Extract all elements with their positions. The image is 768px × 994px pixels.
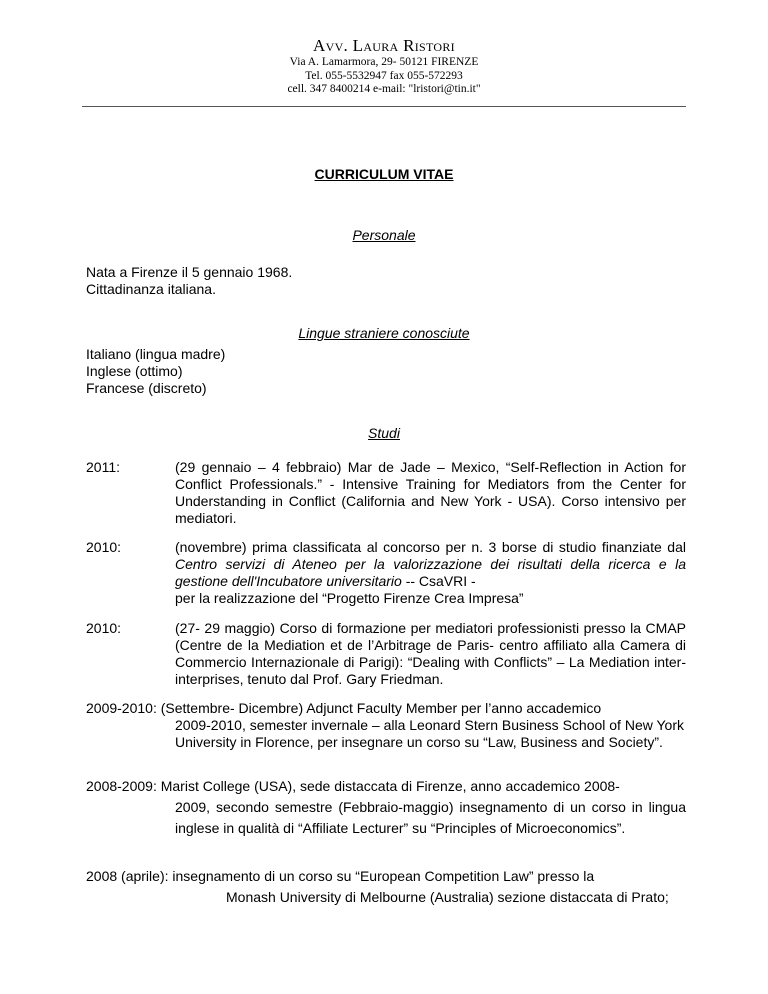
entry-label: 2011: — [86, 459, 120, 475]
entry-text: (29 gennaio – 4 febbraio) Mar de Jade – Mexico, “Self-Reflection in Action for Conflict Professionals.” - Intensive Training for Mediators from the Center for Understanding in Conflict (California and New York - USA). Corso intensivo per mediatori. — [175, 459, 686, 526]
section-heading-lingue: Lingue straniere conosciute — [298, 325, 470, 341]
letterhead-name: Avv. Laura Ristori — [313, 36, 455, 55]
section-heading-studi: Studi — [368, 425, 400, 441]
studi-entry — [86, 459, 686, 527]
entry-text-part: (novembre) prima classificata al concorso per n. 3 borse di studio finanziate dal — [175, 539, 686, 555]
entry-label: 2008 (aprile): — [86, 868, 169, 884]
personale-line: Cittadinanza italiana. — [86, 281, 216, 297]
entry-label: 2008-2009: — [86, 778, 157, 794]
entry-text-italic: Centro servizi di Ateneo per la valorizzazione dei risultati della ricerca e la gestione dell'Incubatore universitario — [175, 556, 686, 589]
lingue-line: Francese (discreto) — [86, 380, 207, 396]
studi-entry — [86, 620, 686, 688]
entry-label: 2009-2010: — [86, 700, 157, 716]
entry-label: 2010: — [86, 620, 122, 636]
letterhead-divider — [82, 106, 686, 107]
letterhead — [0, 36, 768, 97]
letterhead-address: Via A. Lamarmora, 29- 50121 FIRENZE — [289, 56, 479, 68]
personale-line: Nata a Firenze il 5 gennaio 1968. — [86, 264, 293, 280]
entry-text-first: Marist College (USA), sede distaccata di Firenze, anno accademico 2008- — [160, 778, 620, 794]
entry-label: 2010: — [86, 539, 122, 555]
lingue-block — [86, 346, 225, 397]
entry-text-first: (Settembre- Dicembre) Adjunct Faculty Member per l’anno accademico — [160, 700, 602, 716]
entry-text-rest: Monash University di Melbourne (Australia) sezione distaccata di Prato; — [226, 889, 669, 905]
studi-entry — [86, 776, 686, 839]
studi-entry — [86, 866, 686, 908]
lingue-line: Italiano (lingua madre) — [86, 346, 226, 362]
studi-entry — [86, 700, 686, 751]
entry-text: (27- 29 maggio) Corso di formazione per mediatori professionisti presso la CMAP (Centre de la Mediation et de l’Arbitrage de Paris- centro affiliato alla Camera di Commercio Internazionale di Parigi): “Dealing with Conflicts” – La Mediation inter-interprises, tenuto dal Prof. Gary Friedman. — [175, 620, 686, 687]
entry-text-part: per la realizzazione del “Progetto Firenze Crea Impresa” — [175, 590, 524, 606]
entry-text-part: -- CsaVRI - — [401, 573, 476, 589]
entry-text-rest: 2009-2010, semester invernale – alla Leonard Stern Business School of New York University in Florence, per insegnare un corso su “Law, Business and Society”. — [175, 717, 684, 750]
letterhead-phone: Tel. 055-5532947 fax 055-572293 — [305, 69, 463, 82]
section-heading-personale: Personale — [352, 227, 416, 243]
document-title: CURRICULUM VITAE — [314, 166, 454, 182]
letterhead-cell-email: cell. 347 8400214 e-mail: "lristori@tin.it" — [287, 83, 481, 95]
entry-text-rest: 2009, secondo semestre (Febbraio-maggio) insegnamento di un corso in lingua inglese in qualità di “Affiliate Lecturer” su “Principles of Microeconomics”. — [175, 799, 686, 836]
entry-text — [175, 539, 686, 607]
entry-text-first: insegnamento di un corso su “European Competition Law” presso la — [172, 868, 595, 884]
lingue-line: Inglese (ottimo) — [86, 363, 183, 379]
studi-entry — [86, 539, 686, 607]
personale-block — [86, 264, 292, 298]
